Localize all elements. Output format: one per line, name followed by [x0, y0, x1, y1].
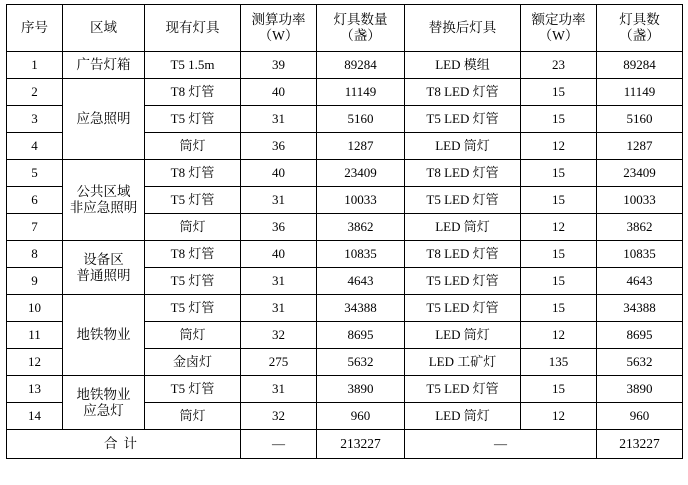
- cell-estimated-power: 31: [241, 187, 317, 214]
- cell-existing-lamp: 金卤灯: [145, 349, 241, 376]
- cell-lamp-quantity: 10033: [317, 187, 405, 214]
- cell-rated-power: 15: [521, 376, 597, 403]
- cell-lamp-quantity: 10835: [317, 241, 405, 268]
- header-subtext: （W）: [538, 28, 579, 43]
- header-row: [7, 5, 683, 52]
- area-line: 应急灯: [83, 402, 124, 418]
- cell-lamp-quantity: 89284: [317, 52, 405, 79]
- total-row: [7, 430, 683, 459]
- cell-estimated-power: 31: [241, 268, 317, 295]
- cell-new-lamp-count: 23409: [597, 160, 683, 187]
- cell-existing-lamp: T5 1.5m: [145, 52, 241, 79]
- cell-replacement-lamp: T5 LED 灯管: [405, 295, 521, 322]
- cell-existing-lamp: 筒灯: [145, 403, 241, 430]
- area-line: 普通照明: [76, 267, 131, 283]
- cell-lamp-quantity: 34388: [317, 295, 405, 322]
- cell-replacement-lamp: T5 LED 灯管: [405, 187, 521, 214]
- column-header-replacement-lamp: [405, 5, 521, 52]
- column-header-serial: [7, 5, 63, 52]
- cell-new-lamp-count: 4643: [597, 268, 683, 295]
- cell-replacement-lamp: T8 LED 灯管: [405, 160, 521, 187]
- cell-replacement-lamp: T8 LED 灯管: [405, 241, 521, 268]
- column-header-new-lamp-count: [597, 5, 683, 52]
- cell-estimated-power: 39: [241, 52, 317, 79]
- cell-serial: 1: [7, 52, 63, 79]
- cell-area: [63, 52, 145, 79]
- cell-estimated-power: 31: [241, 295, 317, 322]
- column-header-area: [63, 5, 145, 52]
- total-lamp-quantity: 213227: [317, 430, 405, 459]
- table-row: [7, 160, 683, 187]
- cell-existing-lamp: 筒灯: [145, 322, 241, 349]
- header-subtext: （盏）: [340, 28, 381, 43]
- column-header-estimated-power: [241, 5, 317, 52]
- header-text: 替换后灯具: [428, 20, 497, 36]
- cell-replacement-lamp: T5 LED 灯管: [405, 106, 521, 133]
- cell-replacement-lamp: LED 筒灯: [405, 322, 521, 349]
- table-row: [7, 241, 683, 268]
- total-estimated-power-dash: —: [241, 430, 317, 459]
- cell-new-lamp-count: 3862: [597, 214, 683, 241]
- header-text: 区域: [90, 20, 117, 36]
- cell-area: [63, 241, 145, 295]
- cell-estimated-power: 31: [241, 106, 317, 133]
- cell-estimated-power: 36: [241, 214, 317, 241]
- lamp-replacement-table: [6, 4, 683, 459]
- cell-new-lamp-count: 1287: [597, 133, 683, 160]
- cell-rated-power: 15: [521, 241, 597, 268]
- cell-replacement-lamp: LED 筒灯: [405, 133, 521, 160]
- cell-replacement-lamp: LED 模组: [405, 52, 521, 79]
- header-text: 序号: [21, 20, 48, 36]
- cell-area: [63, 376, 145, 430]
- cell-existing-lamp: T8 灯管: [145, 160, 241, 187]
- cell-rated-power: 15: [521, 295, 597, 322]
- cell-serial: 8: [7, 241, 63, 268]
- cell-lamp-quantity: 4643: [317, 268, 405, 295]
- area-line: 公共区域: [76, 184, 131, 200]
- cell-replacement-lamp: T8 LED 灯管: [405, 79, 521, 106]
- cell-estimated-power: 40: [241, 79, 317, 106]
- cell-new-lamp-count: 10835: [597, 241, 683, 268]
- total-rated-power-dash: —: [405, 430, 597, 459]
- cell-new-lamp-count: 11149: [597, 79, 683, 106]
- cell-existing-lamp: T5 灯管: [145, 106, 241, 133]
- header-text: 额定功率: [531, 12, 586, 28]
- cell-replacement-lamp: LED 筒灯: [405, 214, 521, 241]
- cell-existing-lamp: T8 灯管: [145, 241, 241, 268]
- header-text: 灯具数: [619, 12, 660, 28]
- cell-lamp-quantity: 23409: [317, 160, 405, 187]
- cell-lamp-quantity: 5160: [317, 106, 405, 133]
- cell-estimated-power: 40: [241, 241, 317, 268]
- cell-new-lamp-count: 5160: [597, 106, 683, 133]
- cell-estimated-power: 36: [241, 133, 317, 160]
- column-header-existing-lamp: [145, 5, 241, 52]
- cell-replacement-lamp: T5 LED 灯管: [405, 268, 521, 295]
- area-line: 应急照明: [76, 111, 131, 127]
- cell-lamp-quantity: 8695: [317, 322, 405, 349]
- cell-new-lamp-count: 3890: [597, 376, 683, 403]
- area-line: 地铁物业: [76, 386, 131, 402]
- cell-existing-lamp: 筒灯: [145, 133, 241, 160]
- cell-lamp-quantity: 960: [317, 403, 405, 430]
- cell-lamp-quantity: 3890: [317, 376, 405, 403]
- cell-serial: 11: [7, 322, 63, 349]
- cell-rated-power: 15: [521, 79, 597, 106]
- cell-lamp-quantity: 11149: [317, 79, 405, 106]
- cell-rated-power: 23: [521, 52, 597, 79]
- cell-replacement-lamp: LED 工矿灯: [405, 349, 521, 376]
- cell-rated-power: 12: [521, 403, 597, 430]
- cell-existing-lamp: T5 灯管: [145, 376, 241, 403]
- cell-serial: 5: [7, 160, 63, 187]
- cell-rated-power: 15: [521, 187, 597, 214]
- header-subtext: （W）: [258, 28, 299, 43]
- cell-serial: 3: [7, 106, 63, 133]
- total-new-lamp-count: 213227: [597, 430, 683, 459]
- area-line: 地铁物业: [76, 327, 131, 343]
- header-subtext: （盏）: [619, 28, 660, 43]
- cell-serial: 10: [7, 295, 63, 322]
- cell-replacement-lamp: LED 筒灯: [405, 403, 521, 430]
- cell-estimated-power: 31: [241, 376, 317, 403]
- table-body: [7, 52, 683, 430]
- cell-existing-lamp: T5 灯管: [145, 295, 241, 322]
- cell-estimated-power: 40: [241, 160, 317, 187]
- cell-existing-lamp: T8 灯管: [145, 79, 241, 106]
- column-header-lamp-quantity: [317, 5, 405, 52]
- cell-estimated-power: 32: [241, 322, 317, 349]
- cell-rated-power: 15: [521, 106, 597, 133]
- cell-serial: 14: [7, 403, 63, 430]
- table-footer: [7, 430, 683, 459]
- table-header: [7, 5, 683, 52]
- cell-rated-power: 135: [521, 349, 597, 376]
- cell-new-lamp-count: 89284: [597, 52, 683, 79]
- cell-rated-power: 12: [521, 133, 597, 160]
- table-row: [7, 79, 683, 106]
- cell-existing-lamp: T5 灯管: [145, 268, 241, 295]
- cell-lamp-quantity: 5632: [317, 349, 405, 376]
- cell-area: [63, 160, 145, 241]
- column-header-rated-power: [521, 5, 597, 52]
- total-label: 合计: [7, 430, 241, 459]
- cell-serial: 7: [7, 214, 63, 241]
- cell-new-lamp-count: 10033: [597, 187, 683, 214]
- cell-new-lamp-count: 960: [597, 403, 683, 430]
- header-text: 灯具数量: [333, 12, 388, 28]
- cell-estimated-power: 32: [241, 403, 317, 430]
- cell-area: [63, 295, 145, 376]
- cell-lamp-quantity: 3862: [317, 214, 405, 241]
- cell-new-lamp-count: 5632: [597, 349, 683, 376]
- cell-rated-power: 15: [521, 160, 597, 187]
- table-row: [7, 52, 683, 79]
- cell-lamp-quantity: 1287: [317, 133, 405, 160]
- header-text: 测算功率: [251, 12, 306, 28]
- cell-rated-power: 12: [521, 214, 597, 241]
- cell-rated-power: 15: [521, 268, 597, 295]
- area-line: 设备区: [83, 251, 124, 267]
- cell-existing-lamp: T5 灯管: [145, 187, 241, 214]
- cell-replacement-lamp: T5 LED 灯管: [405, 376, 521, 403]
- cell-existing-lamp: 筒灯: [145, 214, 241, 241]
- table-row: [7, 295, 683, 322]
- cell-serial: 13: [7, 376, 63, 403]
- cell-estimated-power: 275: [241, 349, 317, 376]
- cell-serial: 9: [7, 268, 63, 295]
- table-row: [7, 376, 683, 403]
- area-line: 广告灯箱: [76, 57, 131, 73]
- cell-new-lamp-count: 8695: [597, 322, 683, 349]
- cell-serial: 2: [7, 79, 63, 106]
- header-text: 现有灯具: [165, 20, 220, 36]
- area-line: 非应急照明: [69, 200, 138, 215]
- cell-new-lamp-count: 34388: [597, 295, 683, 322]
- cell-rated-power: 12: [521, 322, 597, 349]
- cell-serial: 12: [7, 349, 63, 376]
- cell-serial: 4: [7, 133, 63, 160]
- cell-serial: 6: [7, 187, 63, 214]
- cell-area: [63, 79, 145, 160]
